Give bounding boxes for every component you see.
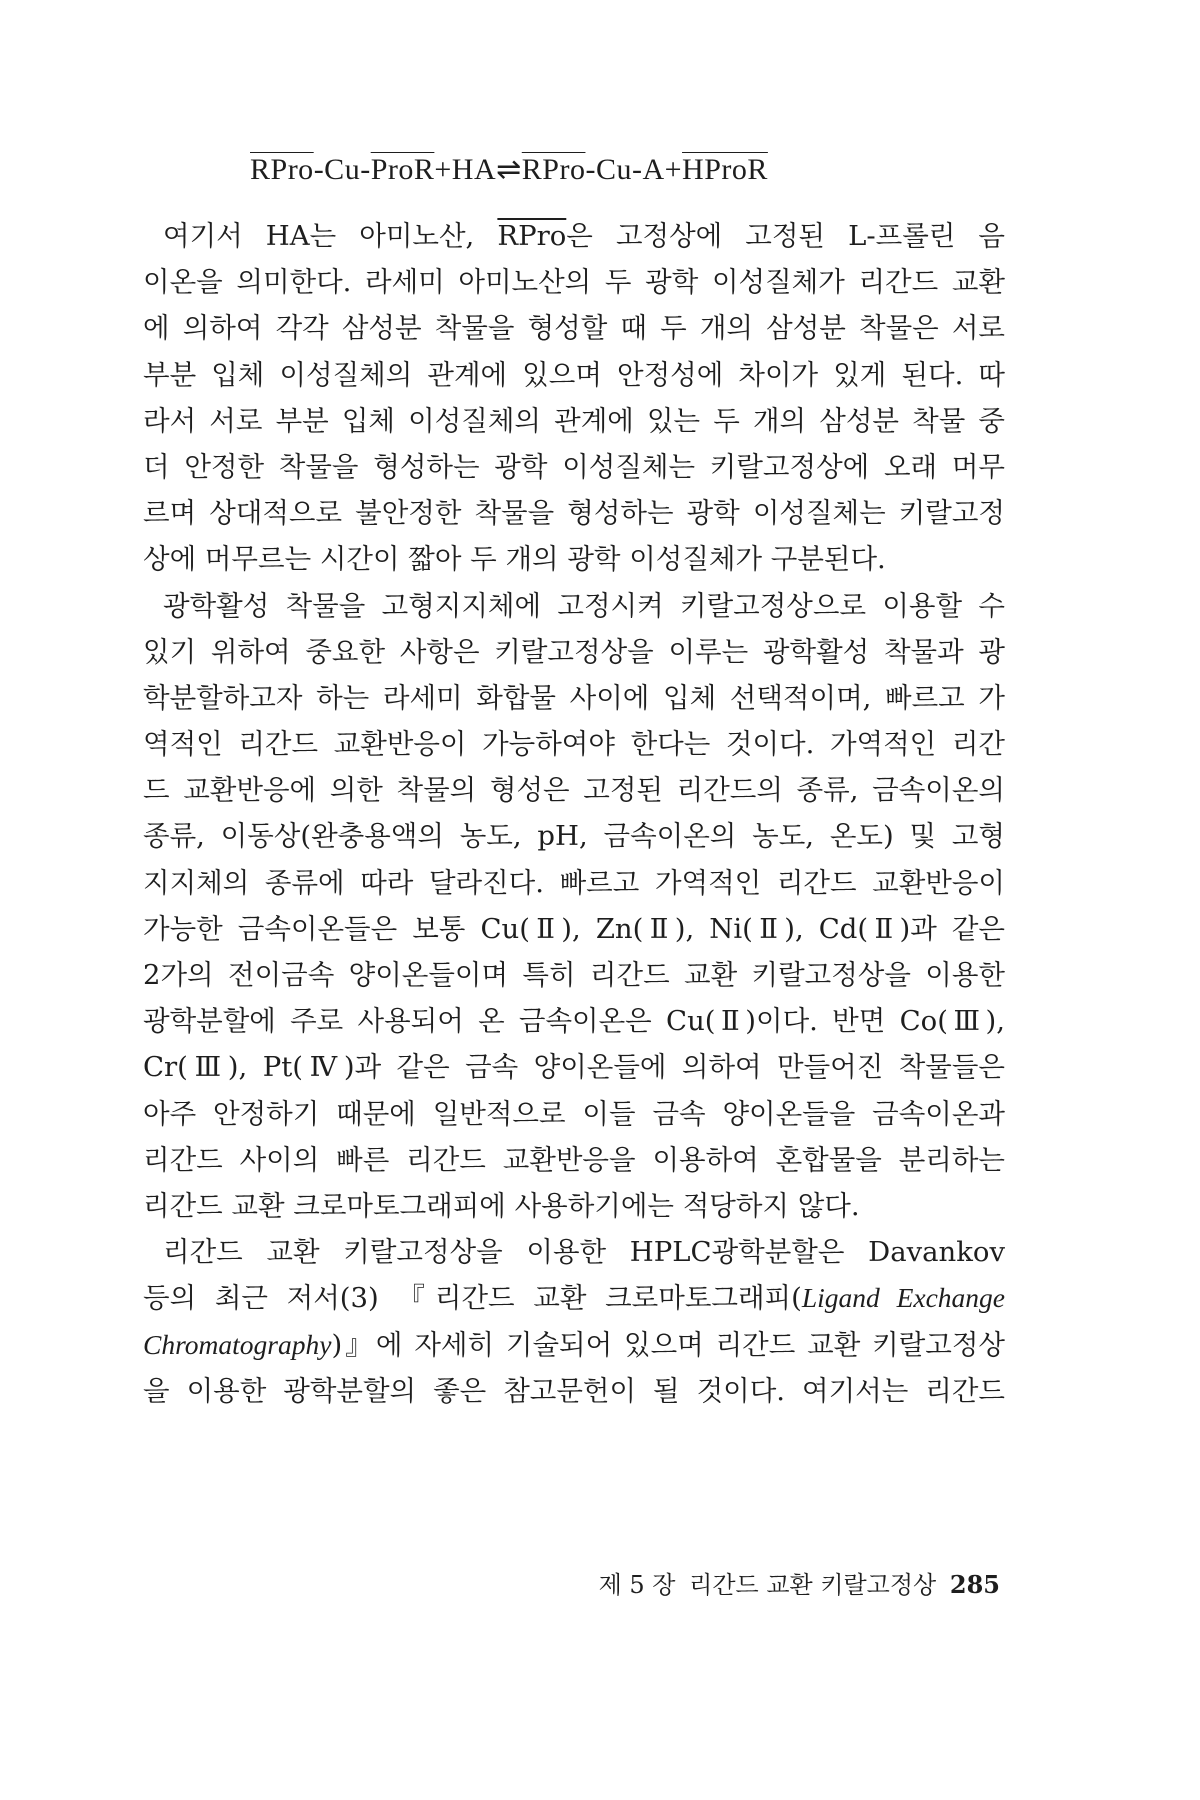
chapter-title: 리간드 교환 키랄고정상 [689, 1571, 937, 1599]
text-line: 광학분할에 주로 사용되어 온 금속이온은 Cu(Ⅱ)이다. 반면 Co(Ⅲ), [143, 1005, 1005, 1038]
overlined-term: RPro [497, 220, 567, 252]
chemical-equation [250, 150, 900, 190]
text-line: 라서 서로 부분 입체 이성질체의 관계에 있는 두 개의 삼성분 착물 중 [143, 404, 1005, 437]
equation-term: RPro [250, 153, 314, 186]
text-line: 을 이용한 광학분할의 좋은 참고문헌이 될 것이다. 여기서는 리간드 [143, 1374, 1005, 1407]
text-line: Cr(Ⅲ), Pt(Ⅳ)과 같은 금속 양이온들에 의하여 만들어진 착물들은 [143, 1051, 1005, 1084]
text-line: 지지체의 종류에 따라 달라진다. 빠르고 가역적인 리간드 교환반응이 [143, 866, 1005, 899]
equation-term: RPro [521, 153, 586, 186]
text-span: )』에 자세히 기술되어 있으며 리간드 교환 키랄고정상 [331, 1328, 1005, 1361]
equation-term: ProR [370, 153, 435, 186]
text-line: 가능한 금속이온들은 보통 Cu(Ⅱ), Zn(Ⅱ), Ni(Ⅱ), Cd(Ⅱ)과 같은 [143, 912, 1005, 945]
running-footer [560, 1570, 1000, 1600]
equation-term: -Cu- [313, 153, 371, 186]
text-span: 은 고정상에 고정된 L-프롤린 음 [566, 220, 1005, 252]
equation-term: +HA⇌ [434, 153, 522, 186]
text-line: 있기 위하여 중요한 사항은 키랄고정상을 이루는 광학활성 착물과 광 [143, 635, 1005, 668]
text-line: 에 의하여 각각 삼성분 착물을 형성할 때 두 개의 삼성분 착물은 서로 [143, 312, 1005, 345]
text-line: 역적인 리간드 교환반응이 가능하여야 한다는 것이다. 가역적인 리간 [143, 728, 1005, 761]
text-line [143, 1322, 1005, 1368]
text-line [143, 1275, 1005, 1321]
text-span: 여기서 HA는 아미노산, [163, 220, 498, 252]
text-line: 이온을 의미한다. 라세미 아미노산의 두 광학 이성질체가 리간드 교환 [143, 266, 1005, 299]
text-line: 상에 머무르는 시간이 짧아 두 개의 광학 이성질체가 구분된다. [143, 543, 886, 576]
equation-term: HProR [682, 153, 768, 186]
equation-term: -Cu-A+ [585, 153, 683, 186]
text-line: 2가의 전이금속 양이온들이며 특히 리간드 교환 키랄고정상을 이용한 [143, 959, 1005, 991]
text-line: 리간드 사이의 빠른 리간드 교환반응을 이용하여 혼합물을 분리하는 [143, 1143, 1005, 1176]
text-line: 르며 상대적으로 불안정한 착물을 형성하는 광학 이성질체는 키랄고정 [143, 497, 1005, 530]
page-number: 285 [949, 1570, 1000, 1599]
italic-title: Chromatography [143, 1328, 332, 1360]
text-line: 리간드 교환 키랄고정상을 이용한 HPLC광학분할은 Davankov [163, 1236, 1005, 1269]
chapter-number: 제 5 장 [598, 1571, 676, 1599]
body-text [143, 213, 1005, 1414]
text-line [143, 213, 1005, 259]
text-line: 부분 입체 이성질체의 관계에 있으며 안정성에 차이가 있게 된다. 따 [143, 358, 1005, 391]
text-line: 드 교환반응에 의한 착물의 형성은 고정된 리간드의 종류, 금속이온의 [143, 774, 1005, 807]
text-line: 아주 안정하기 때문에 일반적으로 이들 금속 양이온들을 금속이온과 [143, 1097, 1005, 1130]
text-line: 더 안정한 착물을 형성하는 광학 이성질체는 키랄고정상에 오래 머무 [143, 450, 1005, 483]
text-span: 등의 최근 저서(3) 『리간드 교환 크로마토그래피( [143, 1282, 802, 1315]
text-line: 학분할하고자 하는 라세미 화합물 사이에 입체 선택적이며, 빠르고 가 [143, 681, 1005, 714]
text-line: 리간드 교환 크로마토그래피에 사용하기에는 적당하지 않다. [143, 1189, 860, 1222]
italic-title: Ligand Exchange [801, 1282, 1005, 1314]
text-line: 광학활성 착물을 고형지지체에 고정시켜 키랄고정상으로 이용할 수 [163, 589, 1005, 622]
text-line: 종류, 이동상(완충용액의 농도, pH, 금속이온의 농도, 온도) 및 고형 [143, 820, 1005, 853]
